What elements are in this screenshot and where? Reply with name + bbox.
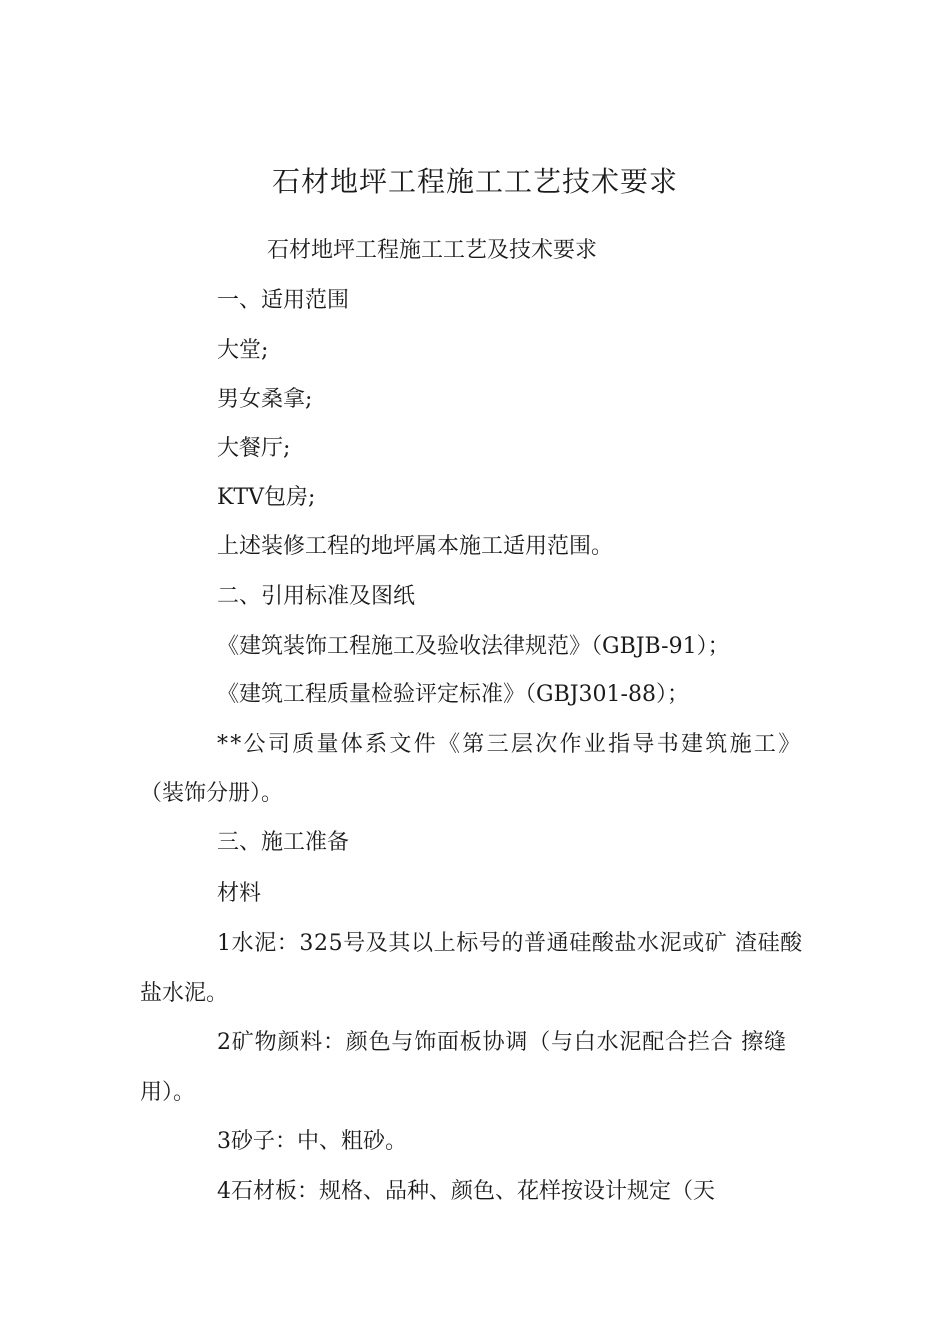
paragraph-line: 上述装修工程的地坪属本施工适用范围。 [217,534,614,559]
section-heading-standards: 二、引用标准及图纸 [217,584,416,609]
paragraph-line: 2矿物颜料：颜色与饰面板协调（与白水泥配合拦合 擦缝 [217,1030,787,1055]
paragraph-line: 用）。 [140,1080,196,1105]
paragraph-line: KTV包房; [217,485,316,510]
paragraph-line: **公司质量体系文件《第三层次作业指导书建筑施工》 [217,732,803,757]
section-heading-scope: 一、适用范围 [217,288,350,313]
section-heading-preparation: 三、施工准备 [217,830,350,855]
paragraph-line: （装饰分册）。 [140,781,284,806]
paragraph-line: 4石材板：规格、品种、颜色、花样按设计规定（天 [217,1179,715,1204]
paragraph-line: 大堂; [217,338,269,363]
document-title: 石材地坪工程施工工艺技术要求 [271,165,678,198]
paragraph-line: 1水泥：325号及其以上标号的普通硅酸盐水泥或矿 渣硅酸 [217,931,803,956]
paragraph-line: 盐水泥。 [140,981,229,1006]
paragraph-line: 男女桑拿; [217,387,313,412]
paragraph-line: 《建筑装饰工程施工及验收法律规范》（GBJB-91）； [217,634,730,659]
paragraph-line: 《建筑工程质量检验评定标准》（GBJ301-88）； [217,682,689,707]
paragraph-line: 大餐厅; [217,436,291,461]
paragraph-line: 3砂子：中、粗砂。 [217,1129,407,1154]
paragraph-line: 材料 [217,881,262,906]
document-subtitle: 石材地坪工程施工工艺及技术要求 [267,238,598,263]
